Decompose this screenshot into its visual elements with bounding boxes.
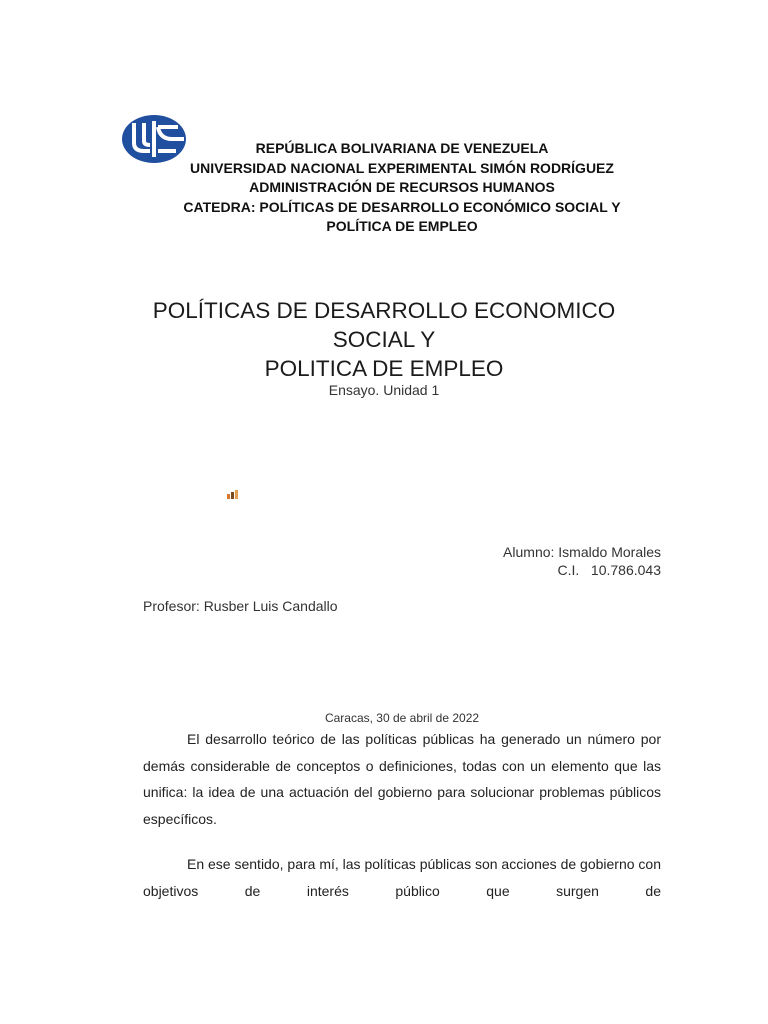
small-mark-icon: [226, 489, 239, 499]
header-line-2: UNIVERSIDAD NACIONAL EXPERIMENTAL SIMÓN RODRÍGUEZ: [190, 159, 614, 176]
header-line-4: CATEDRA: POLÍTICAS DE DESARROLLO ECONÓMICO SOCIAL Y: [183, 198, 621, 215]
title-line-2: POLITICA DE EMPLEO: [264, 356, 504, 381]
document-date: Caracas, 30 de abril de 2022: [324, 711, 480, 725]
professor-name: Profesor: Rusber Luis Candallo: [143, 598, 338, 614]
institution-header: [140, 139, 664, 237]
header-line-5: POLÍTICA DE EMPLEO: [326, 218, 478, 235]
paragraph: En ese sentido, para mí, las políticas públicas son acciones de gobierno con objetivos de interés público que surgen de: [143, 856, 661, 899]
paragraph: El desarrollo teórico de las políticas públicas ha generado un número por demás considerable de conceptos o definiciones, todas con un elemento que las unifica: la idea de una actuación del gobierno para solucionar problemas públicos específicos.: [143, 731, 661, 827]
header-line-1: REPÚBLICA BOLIVARIANA DE VENEZUELA: [255, 140, 549, 156]
student-id: C.I. 10.786.043: [557, 562, 661, 578]
student-info: [503, 543, 661, 579]
title-line-1: POLÍTICAS DE DESARROLLO ECONOMICO SOCIAL Y: [152, 298, 616, 352]
student-name: Alumno: Ismaldo Morales: [503, 544, 661, 560]
document-title: [120, 296, 648, 383]
header-line-3: ADMINISTRACIÓN DE RECURSOS HUMANOS: [249, 179, 555, 196]
essay-body: [143, 726, 661, 923]
document-subtitle: Ensayo. Unidad 1: [328, 382, 440, 398]
